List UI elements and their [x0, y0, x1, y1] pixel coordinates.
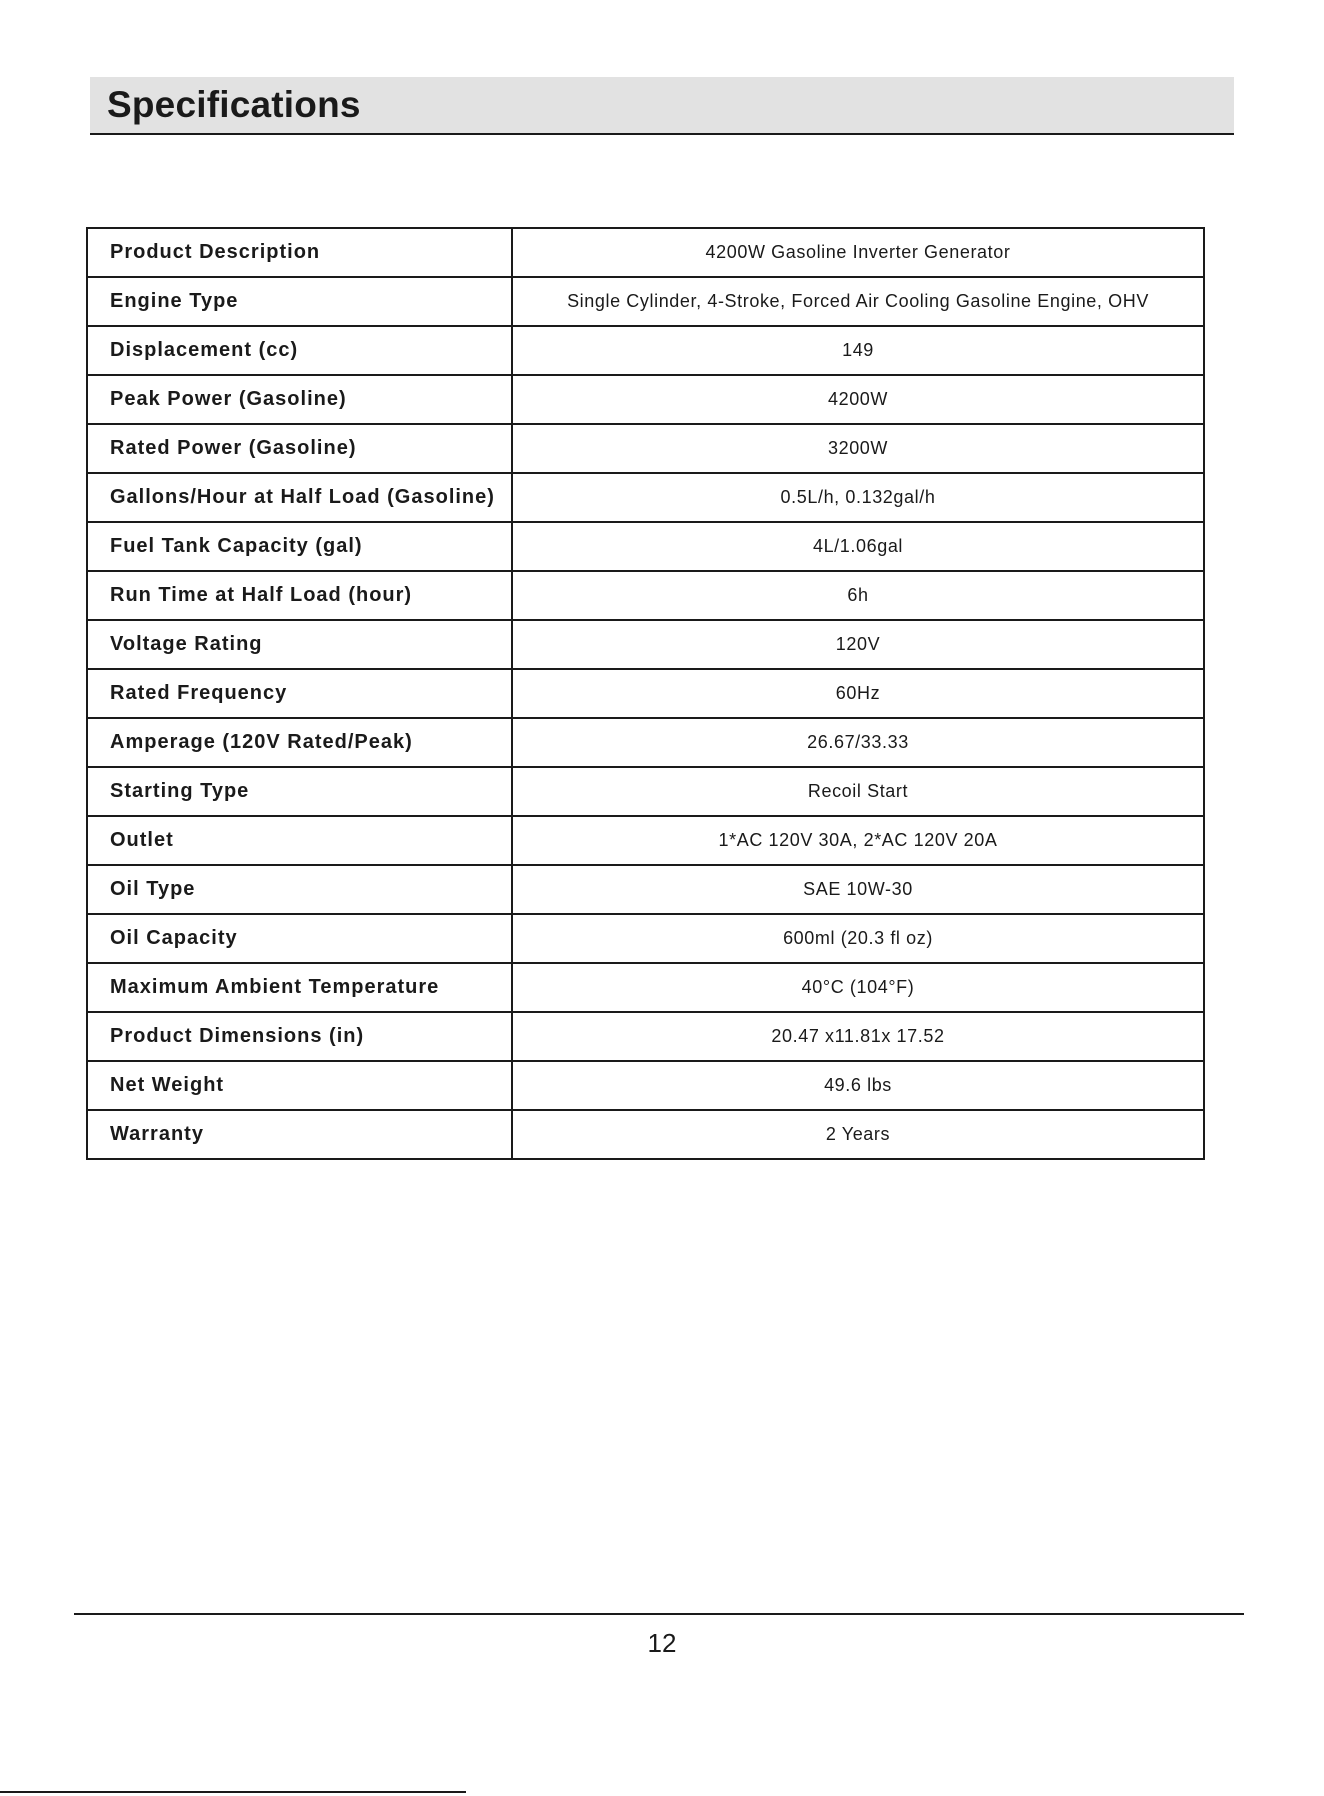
- spec-label: Product Dimensions (in): [87, 1012, 512, 1061]
- table-row: [87, 914, 1204, 963]
- spec-value: 600ml (20.3 fl oz): [512, 914, 1204, 963]
- spec-value: 20.47 x11.81x 17.52: [512, 1012, 1204, 1061]
- table-row: [87, 473, 1204, 522]
- spec-value: 1*AC 120V 30A, 2*AC 120V 20A: [512, 816, 1204, 865]
- spec-value: 2 Years: [512, 1110, 1204, 1159]
- table-row: [87, 1110, 1204, 1159]
- spec-value: 6h: [512, 571, 1204, 620]
- table-row: [87, 865, 1204, 914]
- table-row: [87, 277, 1204, 326]
- spec-value: 4200W Gasoline Inverter Generator: [512, 228, 1204, 277]
- spec-label: Fuel Tank Capacity (gal): [87, 522, 512, 571]
- spec-label: Starting Type: [87, 767, 512, 816]
- table-row: [87, 1012, 1204, 1061]
- table-row: [87, 1061, 1204, 1110]
- table-row: [87, 228, 1204, 277]
- table-row: [87, 718, 1204, 767]
- table-row: [87, 669, 1204, 718]
- spec-label: Peak Power (Gasoline): [87, 375, 512, 424]
- spec-label: Voltage Rating: [87, 620, 512, 669]
- page-title: Specifications: [107, 84, 361, 125]
- table-row: [87, 816, 1204, 865]
- spec-value: 60Hz: [512, 669, 1204, 718]
- spec-value: 0.5L/h, 0.132gal/h: [512, 473, 1204, 522]
- footer-divider: [74, 1613, 1244, 1615]
- bottom-edge-line: [0, 1791, 466, 1793]
- section-header: [90, 77, 1234, 135]
- spec-label: Oil Type: [87, 865, 512, 914]
- specifications-table: [86, 227, 1205, 1160]
- spec-value: 3200W: [512, 424, 1204, 473]
- spec-label: Displacement (cc): [87, 326, 512, 375]
- spec-label: Amperage (120V Rated/Peak): [87, 718, 512, 767]
- table-row: [87, 620, 1204, 669]
- spec-value: 149: [512, 326, 1204, 375]
- spec-label: Outlet: [87, 816, 512, 865]
- table-row: [87, 963, 1204, 1012]
- spec-label: Run Time at Half Load (hour): [87, 571, 512, 620]
- table-row: [87, 571, 1204, 620]
- spec-label: Rated Power (Gasoline): [87, 424, 512, 473]
- spec-label: Warranty: [87, 1110, 512, 1159]
- table-row: [87, 767, 1204, 816]
- spec-value: Single Cylinder, 4-Stroke, Forced Air Cooling Gasoline Engine, OHV: [512, 277, 1204, 326]
- spec-value: 4L/1.06gal: [512, 522, 1204, 571]
- table-row: [87, 424, 1204, 473]
- spec-label: Engine Type: [87, 277, 512, 326]
- spec-value: SAE 10W-30: [512, 865, 1204, 914]
- spec-value: 26.67/33.33: [512, 718, 1204, 767]
- spec-value: 4200W: [512, 375, 1204, 424]
- spec-label: Oil Capacity: [87, 914, 512, 963]
- spec-label: Gallons/Hour at Half Load (Gasoline): [87, 473, 512, 522]
- spec-label: Maximum Ambient Temperature: [87, 963, 512, 1012]
- spec-label: Product Description: [87, 228, 512, 277]
- spec-label: Rated Frequency: [87, 669, 512, 718]
- table-row: [87, 375, 1204, 424]
- spec-value: 120V: [512, 620, 1204, 669]
- spec-value: Recoil Start: [512, 767, 1204, 816]
- spec-value: 49.6 lbs: [512, 1061, 1204, 1110]
- spec-value: 40°C (104°F): [512, 963, 1204, 1012]
- spec-label: Net Weight: [87, 1061, 512, 1110]
- table-row: [87, 326, 1204, 375]
- table-row: [87, 522, 1204, 571]
- page-number: 12: [647, 1628, 677, 1658]
